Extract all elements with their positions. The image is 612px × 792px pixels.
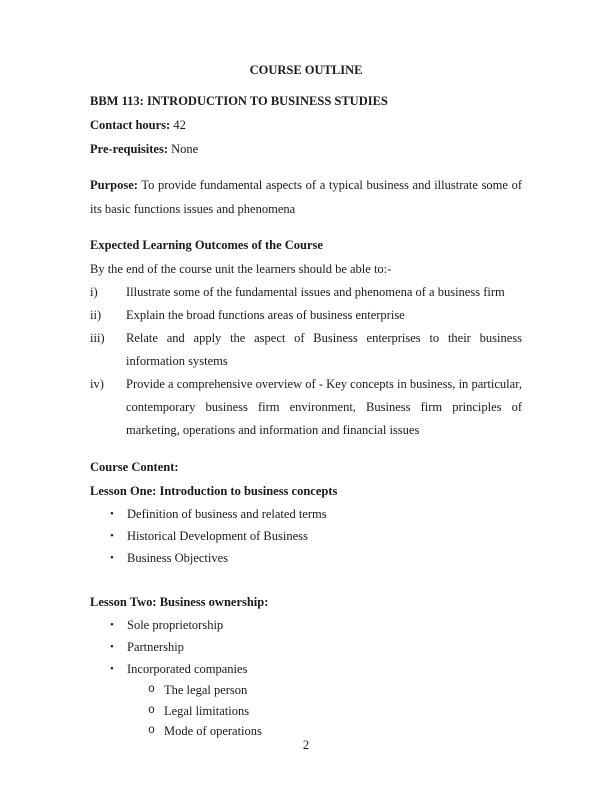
sub-list-item-text: Mode of operations bbox=[164, 724, 262, 738]
list-item-text: Partnership bbox=[127, 640, 184, 654]
course-code-heading: BBM 113: INTRODUCTION TO BUSINESS STUDIES bbox=[90, 94, 388, 108]
sub-list-item bbox=[148, 701, 522, 722]
outcome-text: Provide a comprehensive overview of - Key concepts in business, in particular, contemporary business firm environment, Business firm principles of marketing, operations and information and financial issues bbox=[126, 377, 522, 437]
outcome-marker: i) bbox=[90, 285, 98, 299]
document-content bbox=[90, 63, 522, 742]
sub-bullet-icon: o bbox=[148, 703, 155, 717]
prerequisites-value: None bbox=[171, 142, 199, 156]
list-item bbox=[110, 547, 522, 569]
lesson-one-heading: Lesson One: Introduction to business concepts bbox=[90, 484, 338, 498]
list-item-text: Definition of business and related terms bbox=[127, 507, 327, 521]
list-item bbox=[110, 525, 522, 547]
list-item bbox=[110, 658, 522, 680]
outcome-text: Explain the broad functions areas of business enterprise bbox=[126, 308, 405, 322]
sub-list-item-text: The legal person bbox=[164, 683, 248, 697]
bullet-icon: • bbox=[110, 552, 114, 564]
purpose-label: Purpose: bbox=[90, 178, 138, 192]
outcome-marker: iv) bbox=[90, 377, 104, 391]
outcome-item bbox=[90, 373, 522, 442]
contact-hours-label: Contact hours: bbox=[90, 118, 171, 132]
bullet-icon: • bbox=[110, 663, 114, 675]
list-item bbox=[110, 503, 522, 525]
document-title: COURSE OUTLINE bbox=[249, 63, 363, 77]
outcome-text: Illustrate some of the fundamental issues and phenomena of a business firm bbox=[126, 285, 505, 299]
sub-bullet-icon: o bbox=[148, 683, 155, 696]
outcome-item bbox=[90, 281, 522, 304]
purpose-text: To provide fundamental aspects of a typical business and illustrate some of its basic functions issues and phenomena bbox=[90, 178, 522, 216]
outcomes-list bbox=[90, 281, 522, 442]
outcome-marker: ii) bbox=[90, 308, 102, 322]
sub-bullet-icon: o bbox=[148, 724, 155, 737]
sub-list-item-text: Legal limitations bbox=[164, 703, 250, 718]
bullet-icon: • bbox=[110, 641, 114, 653]
prerequisites-line bbox=[90, 137, 522, 161]
list-item-text: Business Objectives bbox=[127, 551, 229, 565]
list-item-text: Incorporated companies bbox=[127, 662, 248, 676]
lesson-two-heading: Lesson Two: Business ownership: bbox=[90, 595, 269, 609]
lesson-two-bullet-list bbox=[90, 614, 522, 742]
outcome-item bbox=[90, 304, 522, 327]
page-number: 2 bbox=[302, 738, 310, 752]
list-item-text: Historical Development of Business bbox=[127, 529, 308, 543]
purpose-paragraph bbox=[90, 173, 522, 221]
outcomes-intro: By the end of the course unit the learners should be able to:- bbox=[90, 262, 392, 276]
outcomes-heading: Expected Learning Outcomes of the Course bbox=[90, 238, 323, 252]
outcome-item bbox=[90, 327, 522, 373]
list-item bbox=[110, 636, 522, 658]
sub-list-item bbox=[148, 680, 522, 701]
bullet-icon: • bbox=[110, 619, 114, 631]
contact-hours-value: 42 bbox=[173, 118, 186, 132]
bullet-icon: • bbox=[110, 530, 114, 542]
bullet-icon: • bbox=[110, 508, 114, 520]
list-item bbox=[110, 614, 522, 636]
list-item-text: Sole proprietorship bbox=[127, 618, 224, 632]
course-content-heading: Course Content: bbox=[90, 460, 179, 474]
contact-hours-line bbox=[90, 113, 522, 137]
outcome-text: Relate and apply the aspect of Business enterprises to their business information systems bbox=[126, 331, 522, 368]
prerequisites-label: Pre-requisites: bbox=[90, 142, 168, 156]
outcome-marker: iii) bbox=[90, 331, 105, 345]
lesson-one-bullet-list bbox=[90, 503, 522, 569]
